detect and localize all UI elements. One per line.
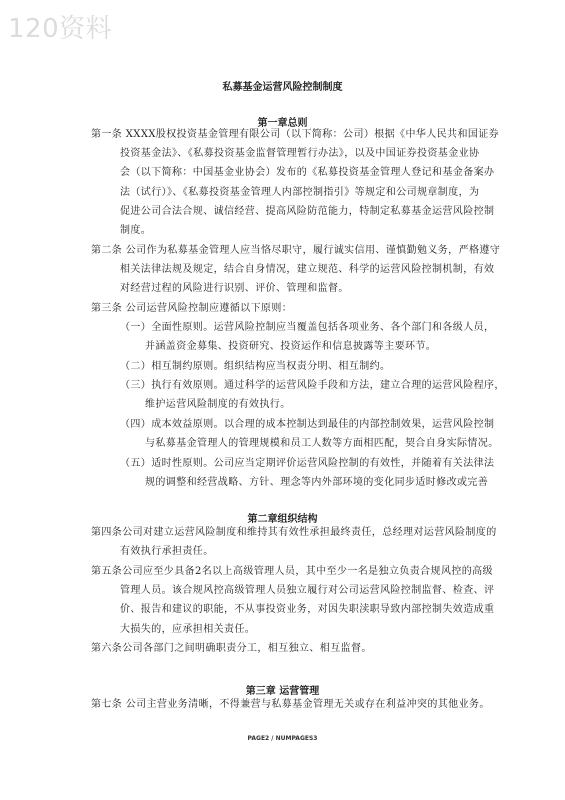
document-title: 私募基金运营风险控制制度 [222, 82, 343, 93]
principle-item: （五）适时性原则。公司应当定期评价运营风险控制的有效性，并随着有关法律法 [120, 458, 495, 469]
chapter-2-heading: 第二章组织结构 [247, 514, 318, 525]
principle-item: 维护运营风险制度的有效执行。 [145, 399, 291, 410]
article-7-line: 第七条 公司主营业务清晰，不得兼营与私募基金管理无关或存在利益冲突的其他业务。 [91, 699, 490, 710]
article-5-line: 价、报告和建议的职能，不从事投资业务，对因失职渎职导致内部控制失效造成重 [120, 604, 495, 615]
principle-item: （四）成本效益原则。以合理的成本控制达到最佳的内部控制效果，运营风险控制 [120, 419, 495, 430]
article-5-line: 管理人员。该合规风控高级管理人员独立履行对公司运营风险控制监督、检查、评 [120, 585, 495, 596]
principle-item: 与私募基金管理人的管理规模和员工人数等方面相匹配，契合自身实际情况。 [145, 438, 499, 449]
article-1-line: 会（以下简称：中国基金业协会）发布的《私募投资基金管理人登记和基金备案办 [120, 167, 495, 178]
article-1-line: 投资基金法》、《私募投资基金监督管理暂行办法》，以及中国证券投资基金业协 [120, 148, 480, 159]
principle-item: （三）执行有效原则。通过科学的运营风险手段和方法，建立合理的运营风险程序， [120, 380, 505, 391]
page-footer: PAGE2 / NUMPAGES3 [247, 735, 318, 742]
article-1-line: 法（试行）》、《私募投资基金管理人内部控制指引》等规定和公司规章制度，为 [120, 187, 480, 198]
article-2-line: 相关法律法规及规定，结合自身情况，建立规范、科学的运营风险控制机制，有效 [120, 264, 495, 275]
principle-item: 并涵盖资金募集、投资研究、投资运作和信息披露等主要环节。 [145, 341, 437, 352]
article-4-line: 有效执行承担责任。 [120, 546, 214, 557]
article-5-line: 大损失的，应承担相关责任。 [120, 624, 256, 635]
principle-item: （一）全面性原则。运营风险控制应当覆盖包括各项业务、各个部门和各级人员， [120, 322, 495, 333]
article-1-line: 促进公司合法合规、诚信经营、提高风险防范能力，特制定私募基金运营风险控制 [120, 206, 495, 217]
chapter-3-heading: 第三章 运营管理 [245, 686, 320, 697]
principle-item: （二）相互制约原则。组织结构应当权责分明、相互制约。 [120, 361, 391, 372]
chapter-1-heading: 第一章总则 [257, 118, 308, 129]
article-6-line: 第六条公司各部门之间明确职责分工，相互独立、相互监督。 [91, 643, 372, 654]
watermark-logo: 120资料 [8, 14, 113, 44]
principle-item: 规的调整和经营战略、方针、理念等内外部环境的变化同步适时修改或完善 [145, 477, 489, 488]
article-3-line: 第三条 公司运营风险控制应遵循以下原则： [91, 303, 293, 314]
article-1-line: 制度。 [120, 225, 152, 236]
article-5-line: 第五条公司应至少具备2名以上高级管理人员，其中至少一名是独立负责合规风控的高级 [91, 566, 493, 577]
article-2-line: 对经营过程的风险进行识别、评价、管理和监督。 [120, 283, 349, 294]
article-1-line: 第一条 XXXX股权投资基金管理有限公司（以下简称：公司）根据《中华人民共和国证券 [91, 129, 500, 140]
article-4-line: 第四条公司对建立运营风险制度和维持其有效性承担最终责任，总经理对运营风险制度的 [91, 527, 497, 538]
article-2-line: 第二条 公司作为私募基金管理人应当恪尽职守，履行诚实信用、谨慎勤勉义务，严格遵守 [91, 245, 501, 256]
